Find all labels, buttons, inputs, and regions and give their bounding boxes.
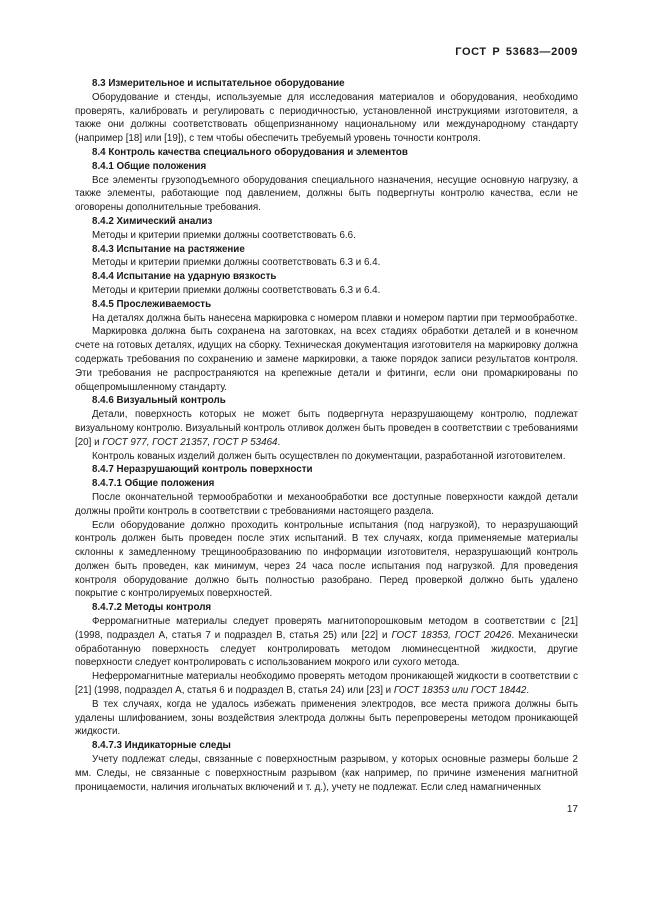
section-heading	[75, 160, 578, 174]
text-run: Оборудование и стенды, используемые для исследования материалов и оборудования, необходимо проверять, калибровать и регулировать с периодичностью, установленной инструкциями изготовителя, а также они должны соответствовать общепризнанному национальному или международному стандарту (например [18] или [19]), с тем чтобы обеспечить требуемый уровень точности контроля.	[75, 91, 578, 145]
paragraph	[75, 408, 578, 449]
paragraph	[75, 615, 578, 670]
text-run: В тех случаях, когда не удалось избежать применения электродов, все места прижога должны быть удалены шлифованием, зоны воздействия электрода должны быть перепроверены методом проникающей жидкости.	[75, 698, 578, 738]
paragraph	[75, 670, 578, 698]
text-run: Методы и критерии приемки должны соответствовать 6.6.	[92, 229, 356, 241]
section-heading	[75, 243, 578, 257]
paragraph	[75, 450, 578, 464]
text-run: 8.4.7 Неразрушающий контроль поверхности	[92, 464, 313, 476]
text-run: Если оборудование должно проходить контрольные испытания (под нагрузкой), то неразрушающий контроль должен быть проведен после этих испытаний. В тех случаях, когда применяемые материалы склонны к замедленному трещинообразованию по информации изготовителя, неразрушающий контроль должен быть проведен, как минимум, через 24 часа после испытания под нагрузкой. Для проведения контроля оборудование должно быть полностью разобрано. Перед проверкой должно быть удалено покрытие с контролируемых поверхностей.	[75, 519, 578, 600]
paragraph	[75, 174, 578, 215]
paragraph	[75, 312, 578, 326]
paragraph	[75, 519, 578, 602]
paragraph	[75, 256, 578, 270]
text-run: 8.4.7.2 Методы контроля	[92, 602, 212, 614]
text-run: На деталях должна быть нанесена маркировка с номером плавки и номером партии при термообработке.	[92, 312, 578, 324]
paragraph	[75, 91, 578, 146]
text-run: Ферромагнитные материалы следует проверять магнитопорошковым методом в соответствии с [21] (1998, подраздел А, статья 7 и подраздел В, статья 25) или [22] и	[75, 616, 578, 641]
section-heading	[75, 601, 578, 615]
text-run: После окончательной термообработки и механообработки все доступные поверхности каждой детали должны пройти контроль в соответствии с требованиями настоящего раздела.	[75, 491, 578, 517]
text-run: 8.4.1 Общие положения	[92, 160, 207, 172]
document-body	[75, 77, 578, 817]
section-heading	[75, 77, 578, 91]
text-run: Все элементы грузоподъемного оборудования специального назначения, несущие основную нагрузку, а также элементы, работающие под давлением, должны быть подвергнуты контролю качества, если не оговорены дополнительные требования.	[75, 174, 578, 214]
text-run: 8.4.7.3 Индикаторные следы	[92, 740, 231, 752]
section-heading	[75, 270, 578, 284]
gost-reference: ГОСТ 977, ГОСТ 21357, ГОСТ Р 53464	[102, 436, 278, 448]
section-heading	[75, 394, 578, 408]
text-run: 8.3 Измерительное и испытательное оборудование	[92, 78, 345, 89]
section-heading	[75, 463, 578, 477]
section-heading	[75, 215, 578, 229]
paragraph	[75, 229, 578, 243]
paragraph	[75, 753, 578, 794]
section-heading	[75, 146, 578, 160]
text-run: Методы и критерии приемки должны соответствовать 6.3 и 6.4.	[92, 257, 381, 269]
text-run: 8.4.3 Испытание на растяжение	[92, 243, 245, 255]
text-run: 8.4 Контроль качества специального оборудования и элементов	[92, 146, 408, 158]
gost-reference: ГОСТ 18353 или ГОСТ 18442	[393, 685, 527, 697]
running-header: ГОСТ Р 53683—2009	[455, 46, 578, 58]
text-run: Неферромагнитные материалы необходимо проверять методом проникающей жидкости в соответствии с [21] (1998, подраздел А, статья 6 и подраздел В, статья 24) или [23] и	[75, 671, 578, 697]
paragraph	[75, 284, 578, 298]
text-run: 8.4.5 Прослеживаемость	[92, 298, 212, 310]
text-run: Маркировка должна быть сохранена на заготовках, на всех стадиях обработки деталей и в конечном счете на готовых деталях, идущих на сборку. Техническая документация изготовителя на маркировку должна содержать требования по сохранению и замене маркировки, а также порядок записи результатов контроля. Эти требования не распространяются на крепежные детали и фитинги, если они промаркированы по общепромышленному стандарту.	[75, 326, 578, 393]
text-run: .	[526, 685, 530, 697]
paragraph	[75, 325, 578, 394]
text-run: Учету подлежат следы, связанные с поверхностным разрывом, у которых основные размеры больше 2 мм. Следы, не связанные с поверхностным разрывом (как например, по причине изменения магнитной проницаемости, наличия игольчатых включений и т. д.), учету не подлежат. Если след намагниченных	[75, 754, 578, 793]
text-run: 8.4.2 Химический анализ	[92, 215, 213, 227]
text-run: 8.4.6 Визуальный контроль	[92, 395, 226, 407]
section-heading	[75, 739, 578, 753]
text-run: . Механически обработанную поверхность следует контролировать методом люминесцентной жидкости, другие поверхности следует контролировать с использованием мокрого или сухого метода.	[75, 629, 578, 669]
gost-reference: ГОСТ 18353, ГОСТ 20426	[391, 629, 512, 641]
paragraph	[75, 698, 578, 739]
text-run: Методы и критерии приемки должны соответствовать 6.3 и 6.4.	[92, 284, 381, 296]
text-run: Детали, поверхность которых не может быть подвергнута неразрушающему контролю, подлежат визуальному контролю. Визуальный контроль отливок должен быть проведен в соответствии с требованиями [20] и	[75, 409, 578, 448]
text-run: Контроль кованых изделий должен быть осуществлен по документации, разработанной изготовителем.	[92, 450, 566, 462]
text-run: 8.4.4 Испытание на ударную вязкость	[92, 271, 277, 283]
section-heading	[75, 477, 578, 491]
text-run: 8.4.7.1 Общие положения	[92, 478, 215, 490]
page-number: 17	[566, 804, 578, 816]
section-heading	[75, 298, 578, 312]
paragraph	[75, 491, 578, 519]
text-run: .	[277, 436, 281, 448]
